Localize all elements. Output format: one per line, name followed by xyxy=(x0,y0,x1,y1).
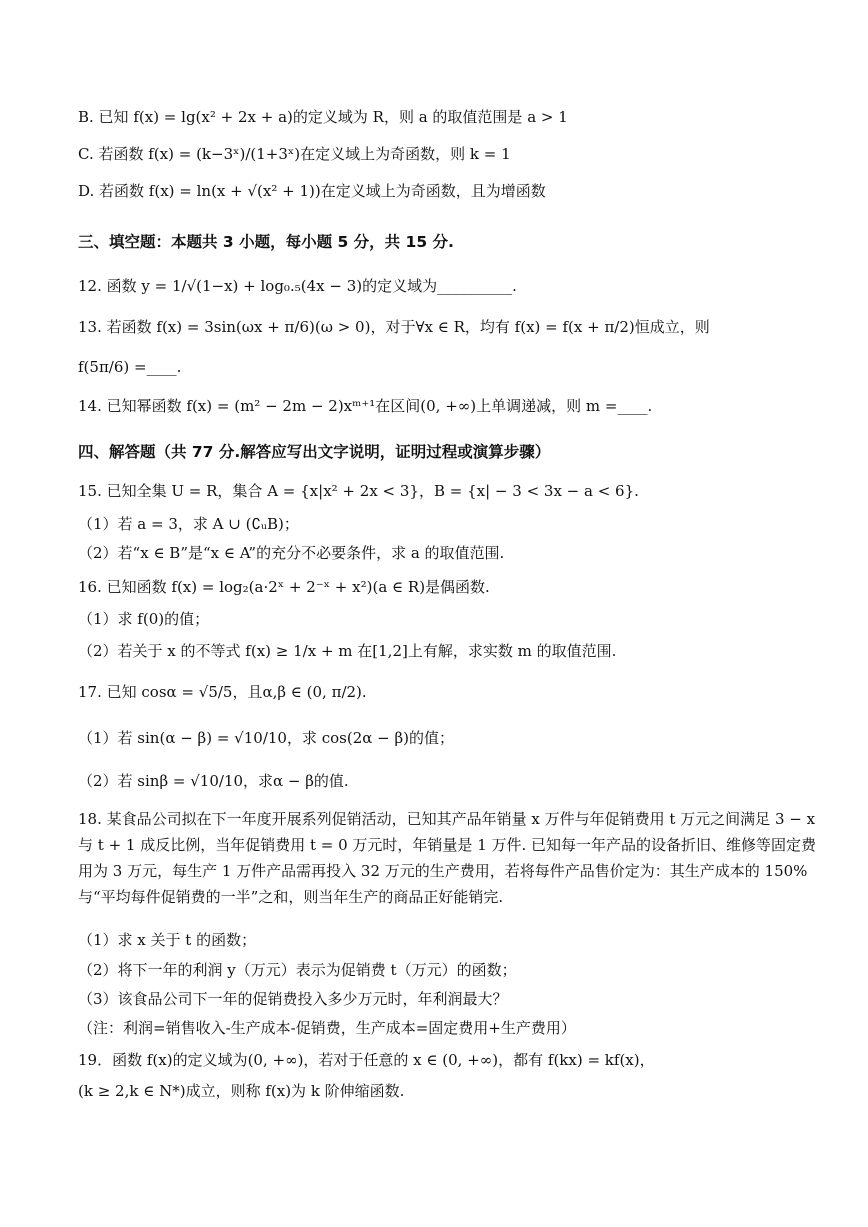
option-c: C. 若函数 f(x) = (k−3ˣ)/(1+3ˣ)在定义域上为奇函数，则 k = 1 xyxy=(78,145,511,163)
question-17-part-1: （1）若 sin(α − β) = √10/10，求 cos(2α − β)的值； xyxy=(78,729,455,747)
option-b: B. 已知 f(x) = lg(x² + 2x + a)的定义域为 R，则 a 的取值范围是 a > 1 xyxy=(78,108,568,126)
question-16-part-1: （1）求 f(0)的值； xyxy=(78,610,210,628)
question-14: 14. 已知幂函数 f(x) = (m² − 2m − 2)xᵐ⁺¹在区间(0, +∞)上单调递减，则 m =____. xyxy=(78,397,653,415)
question-18-paragraph: 18. 某食品公司拟在下一年度开展系列促销活动，已知其产品年销量 x 万件与年促销费用 t 万元之间满足 3 − x 与 t + 1 成反比例，当年促销费用 t = 0 万元时，年销量是 1 万件. 已知每一年产品的设备折旧、维修等固定费用为 3 万元，每生产 1 万件产品需再投入 32 万元的生产费用，若将每件产品售价定为：其生产成本的 150%与“平均每件促销费的一半”之和，则当年生产的商品正好能销完. xyxy=(78,810,817,906)
question-18-note: （注：利润=销售收入-生产成本-促销费，生产成本=固定费用+生产费用） xyxy=(78,1019,576,1037)
question-16: 16. 已知函数 f(x) = log₂(a·2ˣ + 2⁻ˣ + x²)(a ∈ R)是偶函数. xyxy=(78,578,490,596)
question-15-part-1: （1）若 a = 3，求 A ∪ (∁ᵤB)； xyxy=(78,515,299,533)
question-13: 13. 若函数 f(x) = 3sin(ωx + π/6)(ω > 0)，对于∀x ∈ R，均有 f(x) = f(x + π/2)恒成立，则 xyxy=(78,318,710,336)
question-15: 15. 已知全集 U = R，集合 A = {x|x² + 2x < 3}，B = {x| − 3 < 3x − a < 6}. xyxy=(78,482,639,500)
question-18-part-1: （1）求 x 关于 t 的函数； xyxy=(78,931,257,949)
question-15-part-2: （2）若“x ∈ B”是“x ∈ A”的充分不必要条件，求 a 的取值范围. xyxy=(78,544,505,562)
question-17: 17. 已知 cosα = √5/5，且α,β ∈ (0, π/2). xyxy=(78,683,367,701)
section-3-heading: 三、填空题：本题共 3 小题，每小题 5 分，共 15 分. xyxy=(78,233,454,251)
question-19-continued: (k ≥ 2,k ∈ N*)成立，则称 f(x)为 k 阶伸缩函数. xyxy=(78,1082,405,1100)
section-4-heading: 四、解答题（共 77 分.解答应写出文字说明，证明过程或演算步骤） xyxy=(78,443,551,461)
question-18-part-3: （3）该食品公司下一年的促销费投入多少万元时，年利润最大？ xyxy=(78,990,508,1008)
question-17-part-2: （2）若 sinβ = √10/10，求α − β的值. xyxy=(78,772,349,790)
question-18-part-2: （2）将下一年的利润 y（万元）表示为促销费 t（万元）的函数； xyxy=(78,961,517,979)
question-19: 19．函数 f(x)的定义域为(0, +∞)，若对于任意的 x ∈ (0, +∞)，都有 f(kx) = kf(x)， xyxy=(78,1051,655,1069)
question-12: 12. 函数 y = 1/√(1−x) + log₀.₅(4x − 3)的定义域为__________. xyxy=(78,277,517,295)
question-16-part-2: （2）若关于 x 的不等式 f(x) ≥ 1/x + m 在[1,2]上有解，求实数 m 的取值范围. xyxy=(78,642,617,660)
question-13-answer: f(5π/6) =____. xyxy=(78,358,182,376)
option-d: D. 若函数 f(x) = ln(x + √(x² + 1))在定义域上为奇函数，且为增函数 xyxy=(78,182,546,200)
